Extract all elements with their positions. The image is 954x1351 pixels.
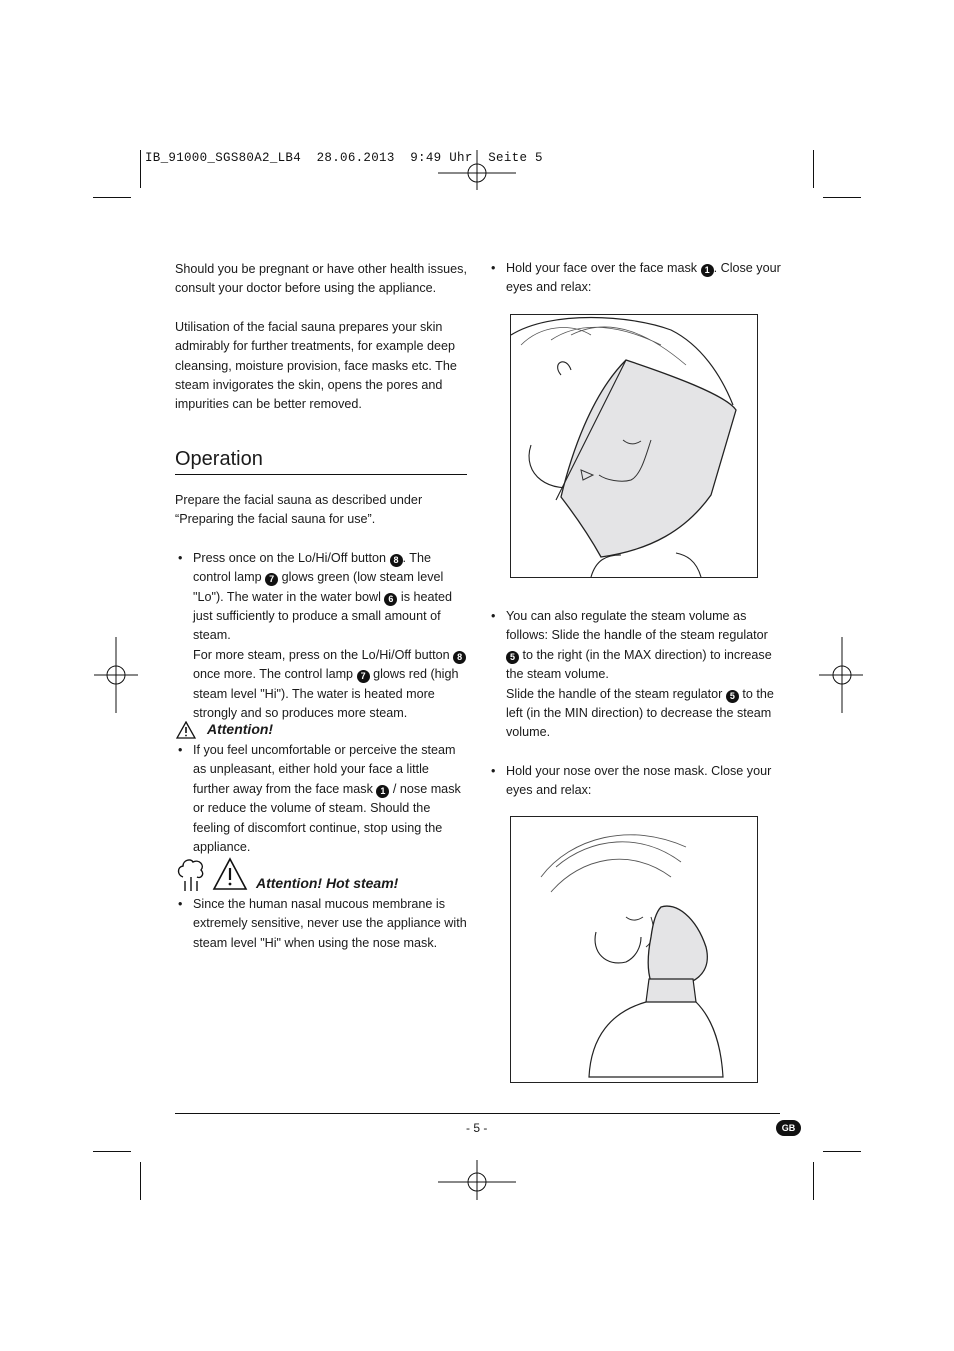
utilisation-paragraph: Utilisation of the facial sauna prepares your skin admirably for further treatments, for example deep cleansing, moisture provision, face masks etc. The steam invigorates the skin, opens the pores and impurities can be better removed. [175,319,457,412]
operation-body [175,491,468,723]
face-mask-illustration [510,314,758,578]
right-column-top [488,259,783,298]
registration-mark-bottom [438,1148,518,1208]
prepare-paragraph: Prepare the facial sauna as described under “Preparing the facial sauna for use”. [175,493,423,527]
health-paragraph: Should you be pregnant or have other health issues, consult your doctor before using the appliance. [175,262,467,296]
page-number: - 5 - [466,1121,488,1135]
section-heading: Operation [175,448,263,470]
bullet-nasal: • Since the human nasal mucous membrane is extremely sensitive, never use the appliance with steam level "Hi" when using the nose mask. [175,895,468,953]
hot-steam-body [175,895,468,953]
bullet-nose-mask: • Hold your nose over the nose mask. Close your eyes and relax: [488,762,783,801]
print-slug: IB_91000_SGS80A2_LB4 28.06.2013 9:49 Uhr Seite 5 [145,151,543,165]
nose-mask-illustration [510,816,758,1083]
warning-icon-large [212,857,248,891]
warning-icon [176,721,196,739]
hot-steam-heading: Attention! Hot steam! [256,875,399,891]
registration-mark-left [90,635,140,715]
registration-mark-right [817,635,867,715]
attention-heading: Attention! [207,721,274,737]
bullet-face-mask: • Hold your face over the face mask 1 . Close your eyes and relax: [488,259,783,298]
left-column [175,260,468,415]
bullet-discomfort: • If you feel uncomfortable or perceive the steam as unpleasant, either hold your face a little further away from the face mask 1 / nose mask or reduce the volume of steam. Should the feeling of discomfort continue, stop using the appliance. [175,741,468,857]
registration-mark-top [438,135,518,215]
language-badge: GB [776,1120,801,1136]
steam-icon [175,857,207,893]
right-column-middle [488,607,783,801]
bullet-lo-hi: • Press once on the Lo/Hi/Off button 8 . The control lamp 7 glows green (low steam level "Lo"). The water in the water bowl 6 is heated just sufficiently to produce a small amount of steam. For more steam, press on the Lo/Hi/Off button 8 once more. The control lamp 7 glows red (high steam level "Hi"). The water is heated more strongly and so produces more steam. [175,549,468,724]
bullet-steam-regulator: • You can also regulate the steam volume as follows: Slide the handle of the steam regulator 5 to the right (in the MAX direction) to increase the steam volume. Slide the handle of the steam regulator 5 to the left (in the MIN direction) to decrease the steam volume. [488,607,783,743]
attention-body [175,741,468,857]
